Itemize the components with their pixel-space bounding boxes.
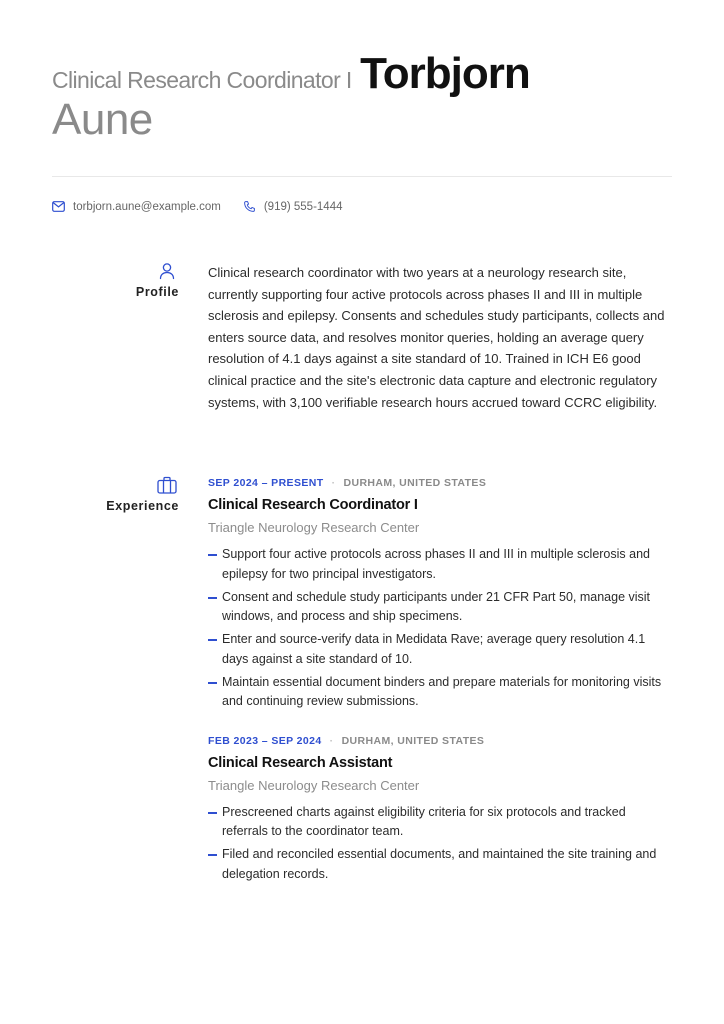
phone-icon (243, 200, 256, 213)
dash-icon (208, 597, 217, 599)
profile-label-block (59, 262, 179, 299)
phone-text[interactable]: (919) 555-1444 (263, 200, 343, 213)
meta-separator: · (331, 477, 336, 489)
last-name: Aune (52, 95, 153, 144)
first-name: Torbjorn (360, 49, 530, 98)
bullet-item (208, 630, 672, 669)
bullet-item (208, 588, 672, 627)
job-role: Clinical Research Assistant (208, 754, 393, 771)
dash-icon (208, 682, 217, 684)
contact-email[interactable] (52, 201, 221, 213)
job-company: Triangle Neurology Research Center (208, 777, 420, 793)
experience-label-block (59, 476, 179, 513)
header-divider (52, 176, 672, 177)
mail-icon (52, 201, 65, 212)
name-line (52, 49, 672, 98)
bullet-text: Enter and source-verify data in Medidata Rave; average query resolution 4.1 days against a site standard of 10. (222, 632, 646, 666)
experience-body (208, 476, 672, 906)
dash-icon (208, 554, 217, 556)
job-meta (208, 734, 672, 748)
profile-label: Profile (135, 285, 179, 299)
dash-icon (208, 639, 217, 641)
bullet-text: Filed and reconciled essential documents, and maintained the site training and delegation records. (222, 847, 657, 881)
profile-text: Clinical research coordinator with two years at a neurology research site, currently supporting four active protocols across phases II and III in multiple sclerosis and epilepsy. Consents and schedules study participants, collects and enters source data, and resolves monitor queries, holding an average query resolution of 4.1 days against a site standard of 10. Trained in ICH E6 good clinical practice and the site's electronic data capture and electronic regulatory systems, with 3,100 verifiable research hours accrued toward CCRC eligibility. (208, 265, 665, 410)
job-location: DURHAM, UNITED STATES (343, 477, 487, 489)
bullet-text: Prescreened charts against eligibility criteria for six protocols and tracked referrals to the coordinator team. (222, 804, 626, 838)
bullet-text: Consent and schedule study participants under 21 CFR Part 50, manage visit windows, and process and ship specimens. (222, 589, 651, 623)
bullet-text: Support four active protocols across phases II and III in multiple sclerosis and epilepsy for two principal investigators. (222, 547, 650, 581)
job-company: Triangle Neurology Research Center (208, 520, 420, 535)
job-bullets (208, 545, 672, 712)
bullet-item (208, 673, 672, 712)
job-meta (208, 476, 672, 490)
contact-bar (52, 200, 365, 213)
job-title: Clinical Research Coordinator I (52, 67, 352, 93)
job-dates: FEB 2023 – SEP 2024 (208, 734, 322, 747)
contact-phone[interactable] (243, 200, 343, 213)
bullet-item (208, 545, 672, 584)
job-bullets (208, 803, 672, 885)
bullet-text: Maintain essential document binders and prepare materials for monitoring visits and continuing review submissions. (222, 674, 662, 708)
bullet-item (208, 803, 672, 842)
briefcase-icon (157, 476, 177, 494)
dash-icon (208, 812, 217, 814)
job-dates: SEP 2024 – PRESENT (208, 477, 324, 489)
resume-header (52, 49, 672, 144)
meta-separator: · (329, 734, 334, 747)
job-entry (208, 476, 672, 712)
email-text[interactable]: torbjorn.aune@example.com (73, 200, 221, 213)
bullet-item (208, 845, 672, 884)
job-role: Clinical Research Coordinator I (208, 497, 418, 513)
user-icon (158, 262, 176, 280)
job-location: DURHAM, UNITED STATES (341, 734, 485, 747)
profile-body (208, 262, 672, 413)
experience-label: Experience (106, 499, 179, 513)
dash-icon (208, 854, 217, 856)
job-entry (208, 734, 672, 885)
